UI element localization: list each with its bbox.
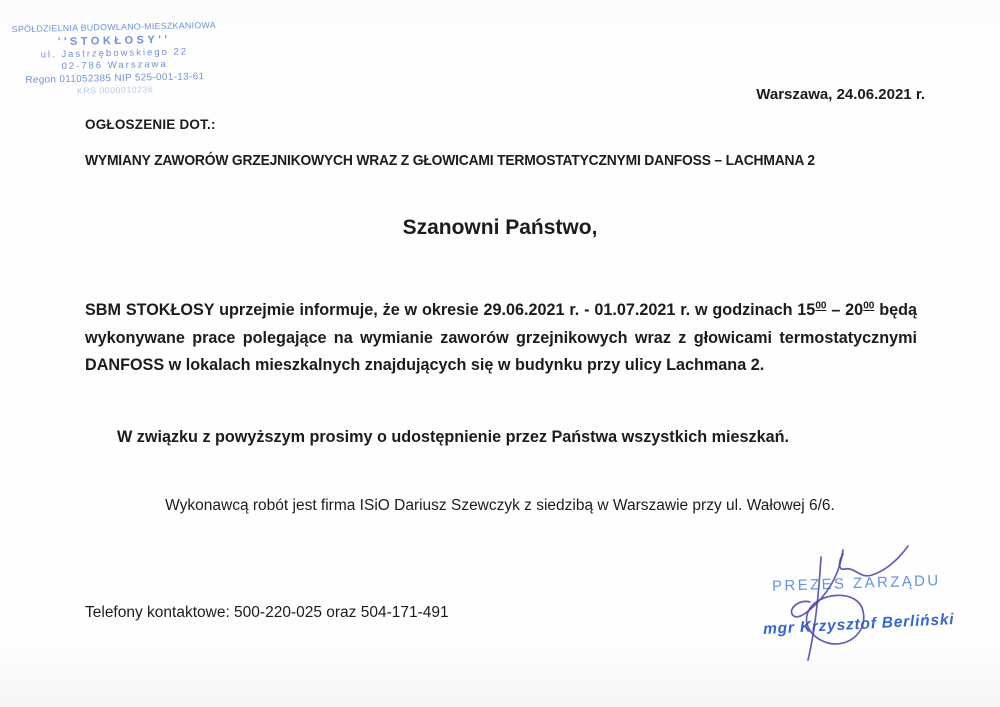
- stamp-city: 02-786 Warszawa: [61, 59, 168, 73]
- salutation: Szanowni Państwo,: [402, 216, 598, 239]
- hours-superscript: 00: [815, 300, 827, 312]
- handwritten-signature-icon: [758, 534, 928, 666]
- subject-label: OGŁOSZENIE DOT.:: [85, 117, 216, 132]
- stamp-krs: KRS 0000010236: [76, 84, 154, 96]
- signature-role-stamp: PREZES ZARZĄDU: [771, 572, 941, 595]
- stamp-company-name: SPÓŁDZIELNIA BUDOWLANO-MIESZKANIOWA: [11, 19, 217, 35]
- stamp-street: ul. Jastrzębowskiego 22: [40, 46, 189, 61]
- body-paragraph-main: [85, 297, 917, 380]
- stamp-regon-nip: Regon 011052385 NIP 525-001-13-61: [25, 70, 205, 86]
- hours-superscript: 00: [863, 300, 875, 312]
- body-paragraph-request: W związku z powyższym prosimy o udostępnienie przez Państwa wszystkich mieszkań.: [117, 428, 789, 446]
- body-text-segment: SBM STOKŁOSY uprzejmie informuje, że w okresie 29.06.2021 r. - 01.07.2021 r. w godzinach 15: [85, 301, 816, 319]
- subject-title: WYMIANY ZAWORÓW GRZEJNIKOWYCH WRAZ Z GŁOWICAMI TERMOSTATYCZNYMI DANFOSS – LACHMANA 2: [85, 153, 815, 169]
- signature-name-stamp: mgr Krzysztof Berliński: [762, 611, 955, 639]
- stamp-brand-name: ''STOKŁOSY'': [57, 34, 171, 49]
- body-text-segment: – 20: [826, 301, 864, 319]
- contact-phones-line: Telefony kontaktowe: 500-220-025 oraz 504-171-491: [85, 604, 449, 621]
- date-line: Warszawa, 24.06.2021 r.: [756, 86, 925, 103]
- company-stamp: [11, 20, 217, 96]
- body-text-segment: będą wykonywane prace polegające na wymianie zaworów grzejnikowych wraz z głowicami termostatycznymi DANFOSS w lokalach mieszkalnych znajdujących się w budynku przy ulicy Lachmana 2.: [85, 301, 917, 374]
- contractor-line: Wykonawcą robót jest firma ISiO Dariusz Szewczyk z siedzibą w Warszawie przy ul. Wałowej 6/6.: [165, 497, 835, 514]
